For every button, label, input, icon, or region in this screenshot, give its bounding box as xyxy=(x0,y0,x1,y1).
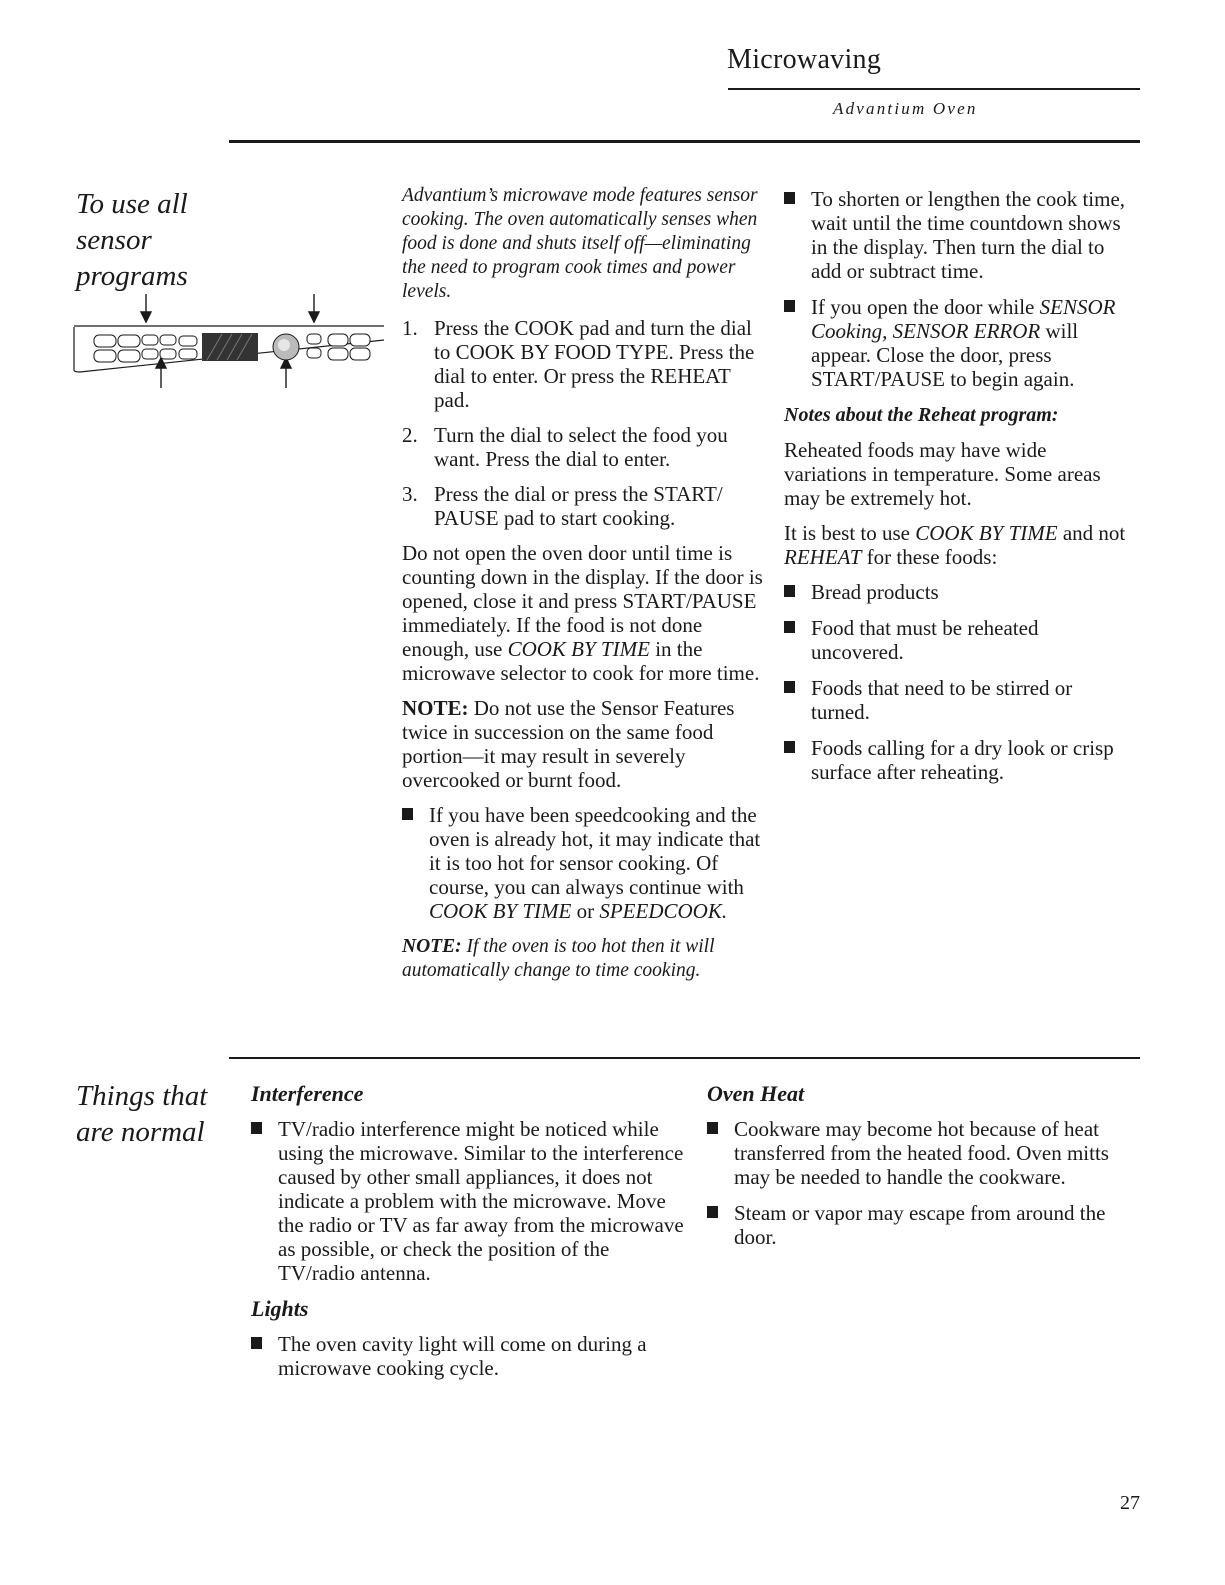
sensor-title-line: To use all xyxy=(76,188,188,220)
sensor-steps xyxy=(402,316,767,530)
text-run: Steam or vapor may escape from around the door. xyxy=(734,1201,1106,1249)
note-label: NOTE: xyxy=(402,936,462,957)
section-rule-top xyxy=(229,140,1140,143)
list-item xyxy=(251,1332,691,1380)
text-run: TV/radio interference might be noticed while using the microwave. Similar to the interference caused by other small appliances, it does not indicate a problem with the microwave. Move the radio or TV as far away from the microwave as possible, or check the position of the TV/radio antenna. xyxy=(278,1117,684,1285)
note-label: NOTE: xyxy=(402,696,469,720)
text-run: will appear. Close the door, press START/PAUSE to begin again. xyxy=(811,319,1079,391)
text-run: The oven cavity light will come on during a microwave cooking cycle. xyxy=(278,1332,647,1380)
sensor-title-line: programs xyxy=(76,260,188,292)
sensor-section-title xyxy=(76,186,188,294)
text-run: Food that must be reheated uncovered. xyxy=(811,616,1039,664)
list-item xyxy=(784,187,1134,283)
text-run: Bread products xyxy=(811,580,939,604)
reheat-notes-heading: Notes about the Reheat program: xyxy=(784,404,1059,426)
text-run: COOK BY TIME xyxy=(915,521,1058,545)
page-header-title: Microwaving xyxy=(727,44,882,75)
list-item xyxy=(784,580,1134,604)
normal-title-line: Things that xyxy=(76,1080,208,1112)
door-open-paragraph xyxy=(402,541,767,685)
text-run: and not xyxy=(1062,521,1126,545)
page-header-subtitle: Advantium Oven xyxy=(833,99,978,118)
text-run: in the microwave selector to cook for more time. xyxy=(402,637,760,685)
text-run: COOK BY TIME xyxy=(429,899,572,923)
normal-left-column xyxy=(251,1082,691,1392)
oven-heat-heading: Oven Heat xyxy=(707,1081,805,1106)
step-item xyxy=(402,482,767,530)
list-item xyxy=(784,736,1134,784)
bullet-icon xyxy=(707,1122,718,1134)
bullet-icon xyxy=(251,1337,262,1349)
speedcook-list xyxy=(402,803,767,923)
list-item xyxy=(402,803,767,923)
reheat-foods-list xyxy=(784,580,1134,784)
lights-list xyxy=(251,1332,691,1380)
bullet-icon xyxy=(784,192,795,204)
bullet-icon xyxy=(251,1122,262,1134)
step-item xyxy=(402,316,767,412)
list-item xyxy=(784,676,1134,724)
sensor-title-line: sensor xyxy=(76,224,152,256)
normal-section-title xyxy=(76,1078,207,1150)
normal-title-line: are normal xyxy=(76,1116,205,1148)
interference-list xyxy=(251,1117,691,1285)
bullet-icon xyxy=(784,741,795,753)
list-item xyxy=(784,295,1134,391)
bullet-icon xyxy=(784,621,795,633)
sensor-intro: Advantium’s microwave mode features sensor cooking. The oven automatically senses when food is done and shuts itself off—eliminating the need to program cook times and power levels. xyxy=(402,185,758,302)
section-rule-middle xyxy=(229,1057,1140,1059)
text-run: for these foods: xyxy=(866,545,998,569)
text-run: Cookware may become hot because of heat transferred from the heated food. Oven mitts may be needed to handle the cookware. xyxy=(734,1117,1109,1189)
list-item xyxy=(707,1117,1132,1189)
text-run: REHEAT xyxy=(784,545,862,569)
sensor-right-column xyxy=(784,187,1134,796)
sensor-middle-column xyxy=(402,184,767,994)
step-text: Press the COOK pad and turn the dial to COOK BY FOOD TYPE. Press the dial to enter. Or press the REHEAT pad. xyxy=(434,316,755,412)
step-number: 1. xyxy=(402,316,418,340)
sensor-tips-list xyxy=(784,187,1134,391)
text-run: If you open the door while xyxy=(811,295,1035,319)
step-text: Turn the dial to select the food you want. Press the dial to enter. xyxy=(434,423,728,471)
text-run: or xyxy=(576,899,595,923)
text-run: To shorten or lengthen the cook time, wait until the time countdown shows in the display. Then turn the dial to add or subtract time. xyxy=(811,187,1126,283)
step-number: 2. xyxy=(402,423,418,447)
note-text: If the oven is too hot then it will automatically change to time cooking. xyxy=(402,936,715,981)
oven-heat-list xyxy=(707,1117,1132,1249)
text-run: Foods calling for a dry look or crisp surface after reheating. xyxy=(811,736,1114,784)
bullet-icon xyxy=(784,585,795,597)
text-run: COOK BY TIME xyxy=(507,637,650,661)
page-number: 27 xyxy=(1120,1492,1140,1514)
text-run: Foods that need to be stirred or turned. xyxy=(811,676,1073,724)
normal-right-column xyxy=(707,1082,1132,1261)
control-panel-illustration xyxy=(72,292,388,392)
header-rule xyxy=(728,88,1140,90)
note-text: Do not use the Sensor Features twice in succession on the same food portion—it may result in severely overcooked or burnt food. xyxy=(402,696,735,792)
list-item xyxy=(707,1201,1132,1249)
bullet-icon xyxy=(784,300,795,312)
bullet-icon xyxy=(402,808,413,820)
text-run: SENSOR Cooking, SENSOR ERROR xyxy=(811,295,1116,343)
bullet-icon xyxy=(784,681,795,693)
reheat-paragraph-2 xyxy=(784,521,1134,569)
lights-heading: Lights xyxy=(251,1296,309,1321)
hot-oven-note xyxy=(402,935,767,983)
text-run: It is best to use xyxy=(784,521,910,545)
bullet-icon xyxy=(707,1206,718,1218)
step-number: 3. xyxy=(402,482,418,506)
text-run: If you have been speedcooking and the oven is already hot, it may indicate that it is too hot for sensor cooking. Of course, you can always continue with xyxy=(429,803,761,899)
reheat-paragraph: Reheated foods may have wide variations in temperature. Some areas may be extremely hot. xyxy=(784,438,1101,510)
step-item xyxy=(402,423,767,471)
sensor-note xyxy=(402,696,767,792)
step-text: Press the dial or press the START/ PAUSE pad to start cooking. xyxy=(434,482,723,530)
list-item xyxy=(784,616,1134,664)
text-run: Do not open the oven door until time is counting down in the display. If the door is opened, close it and press START/PAUSE immediately. If the food is not done enough, use xyxy=(402,541,763,661)
interference-heading: Interference xyxy=(251,1081,364,1106)
text-run: SPEEDCOOK. xyxy=(599,899,728,923)
list-item xyxy=(251,1117,691,1285)
